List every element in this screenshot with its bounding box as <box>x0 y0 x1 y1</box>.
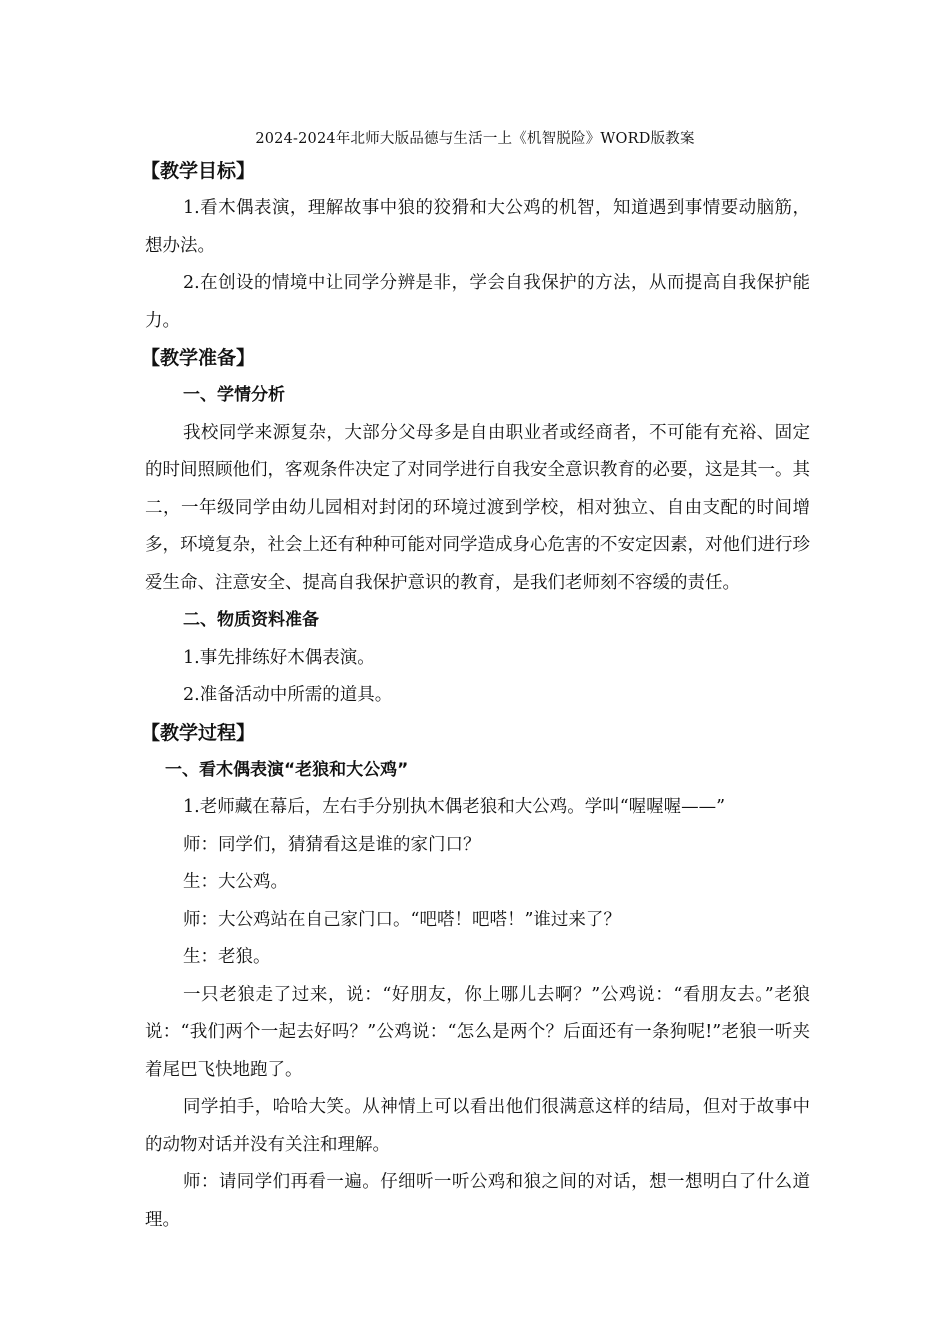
subheading-analysis: 一、学情分析 <box>183 385 285 405</box>
process-line-1: 1.老师藏在幕后，左右手分别执木偶老狼和大公鸡。学叫“喔喔喔——” <box>183 797 726 817</box>
section-heading-process: 【教学过程】 <box>141 721 256 744</box>
materials-item-2: 2.准备活动中所需的道具。 <box>183 685 393 705</box>
subheading-puppet-show: 一、看木偶表演“老狼和大公鸡” <box>165 759 409 780</box>
document-body <box>141 153 810 1239</box>
section-heading-goals: 【教学目标】 <box>141 160 256 182</box>
goal-item-1: 1.看木偶表演，理解故事中狼的狡猾和大公鸡的机智，知道遇到事情要动脑筋，想办法。 <box>145 198 810 256</box>
process-paragraph-2: 同学拍手，哈哈大笑。从神情上可以看出他们很满意这样的结局，但对于故事中的动物对话并没有关注和理解。 <box>145 1097 810 1155</box>
analysis-paragraph: 我校同学来源复杂，大部分父母多是自由职业者或经商者，不可能有充裕、固定的时间照顾他们，客观条件决定了对同学进行自我安全意识教育的必要，这是其一。其二，一年级同学由幼儿园相对封闭的环境过渡到学校，相对独立、自由支配的时间增多，环境复杂，社会上还有种种可能对同学造成身心危害的不安定因素，对他们进行珍爱生命、注意安全、提高自我保护意识的教育，是我们老师刻不容缓的责任。 <box>145 422 810 593</box>
subheading-materials: 二、物质资料准备 <box>183 610 319 630</box>
process-line-4: 师：大公鸡站在自己家门口。“吧嗒！吧嗒！”谁过来了？ <box>183 909 621 930</box>
materials-item-1: 1.事先排练好木偶表演。 <box>183 647 375 668</box>
process-line-3: 生：大公鸡。 <box>183 872 288 892</box>
goal-item-2: 2.在创设的情境中让同学分辨是非，学会自我保护的方法，从而提高自我保护能力。 <box>145 273 810 331</box>
section-heading-prep: 【教学准备】 <box>141 347 256 369</box>
process-line-5: 生：老狼。 <box>183 947 271 967</box>
process-paragraph-1: 一只老狼走了过来，说：“好朋友，你上哪儿去啊？”公鸡说：“看朋友去。”老狼说：“我们两个一起去好吗？”公鸡说：“怎么是两个？后面还有一条狗呢!”老狼一听夹着尾巴飞快地跑了。 <box>145 984 810 1080</box>
document-title: 2024-2024年北师大版品德与生活一上《机智脱险》WORD版教案 <box>255 131 695 147</box>
process-line-2: 师：同学们，猜猜看这是谁的家门口？ <box>183 834 481 855</box>
process-paragraph-3: 师：请同学们再看一遍。仔细听一听公鸡和狼之间的对话，想一想明白了什么道理。 <box>145 1172 810 1230</box>
